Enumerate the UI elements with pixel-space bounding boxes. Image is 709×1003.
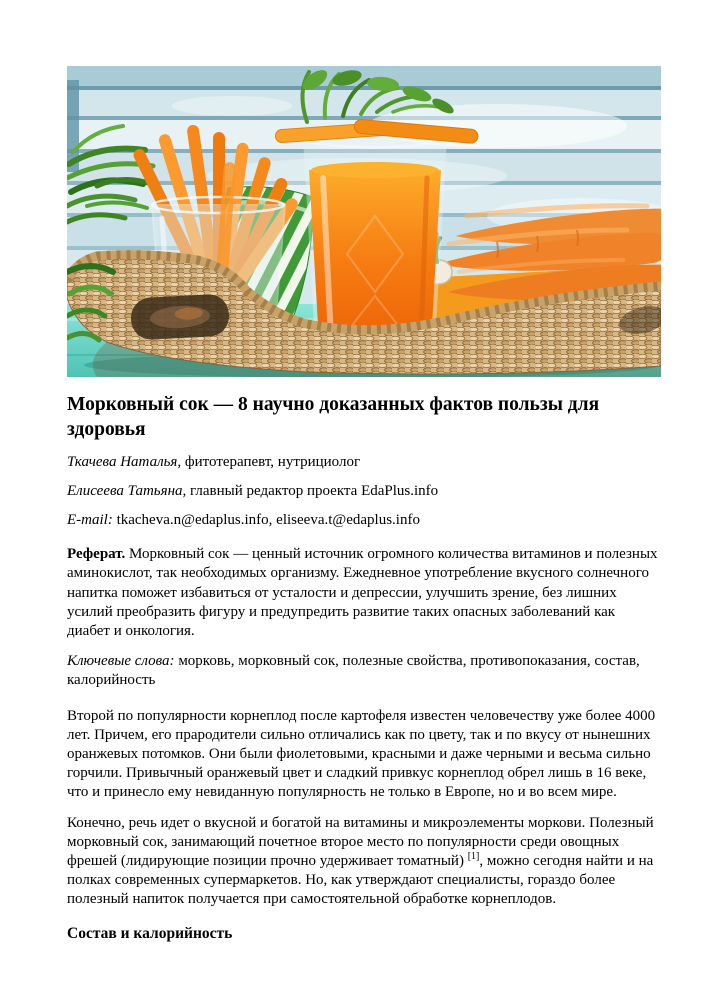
article-title: Морковный сок — 8 научно доказанных фактов пользы для здоровья <box>67 394 600 441</box>
paragraph-popularity-text-end: , можно сегодня найти и на полках современных супермаркетов. Но, как утверждают специалисты, гораздо более полезный напиток получается при самостоятельной обработке корнеплодов. <box>67 852 654 908</box>
author-line-1 <box>67 453 661 472</box>
author-1-role: фитотерапевт, нутрициолог <box>181 453 361 470</box>
basket-handle-hole <box>130 293 230 340</box>
author-line-2 <box>67 482 661 501</box>
email-line <box>67 511 661 530</box>
keywords-text: морковь, морковный сок, полезные свойства, противопоказания, состав, калорийность <box>67 653 640 689</box>
hero-image <box>67 66 661 377</box>
author-2-name: Елисеева Татьяна, <box>67 482 187 499</box>
keywords-label: Ключевые слова: <box>67 653 175 670</box>
author-2-role: главный редактор проекта EdaPlus.info <box>186 482 439 499</box>
author-1-name: Ткачева Наталья, <box>67 453 182 470</box>
abstract <box>67 545 661 641</box>
carrot-juice-photo <box>67 66 661 377</box>
paragraph-popularity <box>67 814 661 910</box>
email-label: E-mail: <box>67 512 113 529</box>
email-value: tkacheva.n@edaplus.info, eliseeva.t@edaplus.info <box>112 512 420 529</box>
abstract-text: Морковный сок — ценный источник огромного количества витаминов и полезных аминокислот, так необходимых организму. Ежедневное употребление вкусного солнечного напитка поможет избавиться от усталости и депрессии, улучшить зрение, без лишних усилий преобразить фигуру и предупредить развитие таких опасных заболеваний как диабет и онкология. <box>67 546 658 639</box>
section-heading: Состав и калорийность <box>67 925 233 943</box>
paragraph-popularity-text-start: Конечно, речь идет о вкусной и богатой на витамины и микроэлементы моркови. Полезный морковный сок, занимающий почетное второе место по популярности среди овощных фрешей (лидирующие позиции прочно удерживает томатный) <box>67 814 654 869</box>
paragraph-history: Второй по популярности корнеплод после картофеля известен человечеству уже более 4000 лет. Причем, его прародители сильно отличались как по цвету, так и по вкусу от нынешних оранжевых потомков. Они были фиолетовыми, красными и даже черными и весьма сильно горчили. Привычный оранжевый цвет и сладкий привкус корнеплод обрел лишь в 16 веке, что и принесло ему невиданную популярность не только в Европе, но и во всем мире. <box>67 707 656 801</box>
citation-ref-1: [1] <box>467 850 480 862</box>
keywords <box>67 652 661 690</box>
abstract-label: Реферат. <box>67 546 126 563</box>
